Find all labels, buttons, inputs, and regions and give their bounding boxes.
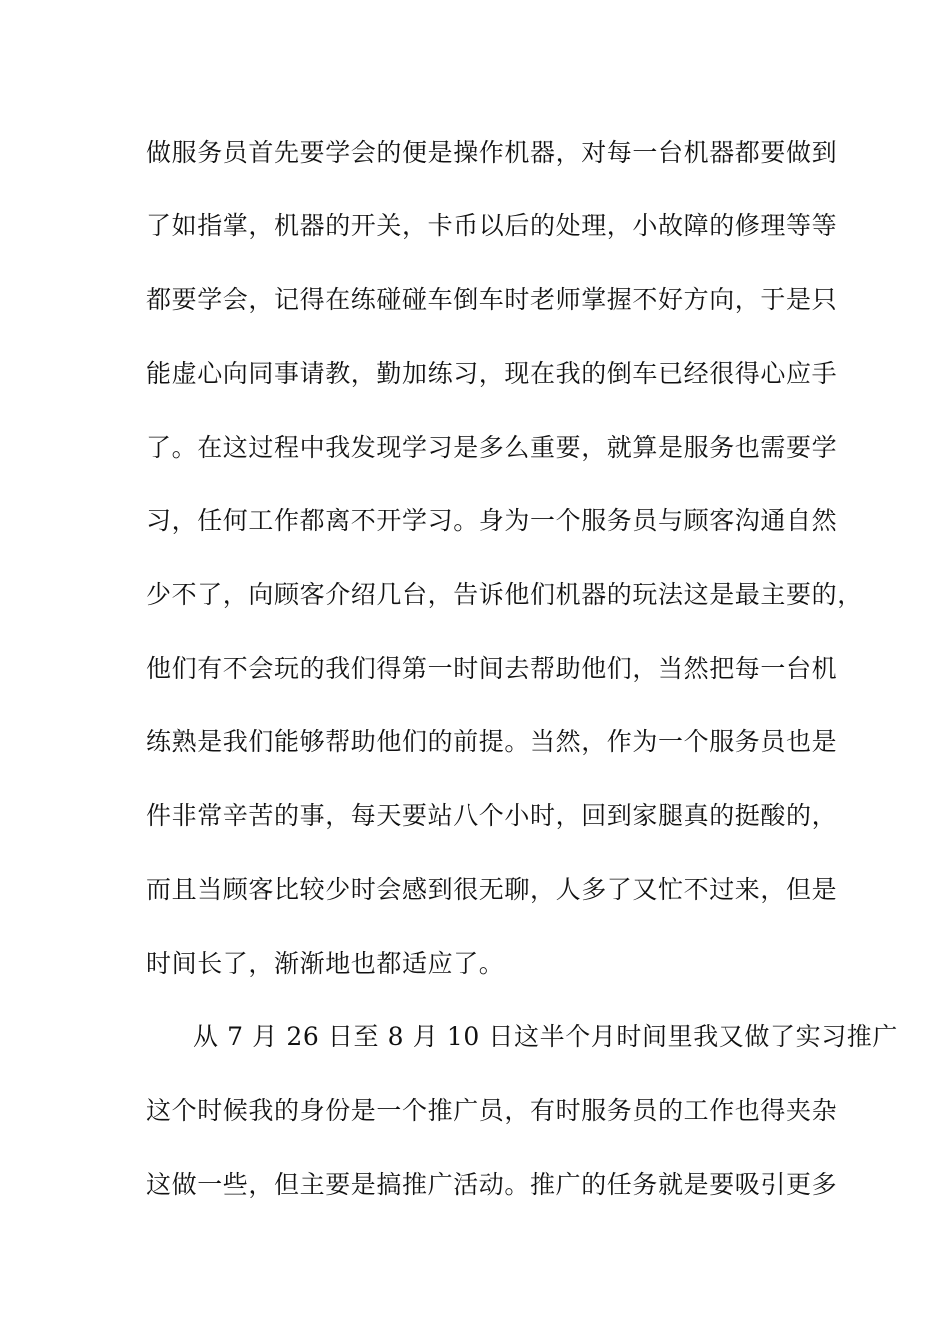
paragraph-line: 练熟是我们能够帮助他们的前提。当然，作为一个服务员也是 [146,727,838,756]
paragraph-line: 这做一些，但主要是搞推广活动。推广的任务就是要吸引更多 [146,1170,838,1199]
paragraph-line: 件非常辛苦的事，每天要站八个小时，回到家腿真的挺酸的， [146,801,838,830]
paragraph-line: 他们有不会玩的我们得第一时间去帮助他们，当然把每一台机 [146,654,838,683]
paragraph-line: 而且当顾客比较少时会感到很无聊，人多了又忙不过来，但是 [146,875,838,904]
paragraph-line: 时间长了，渐渐地也都适应了。 [146,949,505,978]
paragraph-line: 习，任何工作都离不开学习。身为一个服务员与顾客沟通自然 [146,506,838,535]
paragraph-line: 能虚心向同事请教，勤加练习，现在我的倒车已经很得心应手 [146,359,838,388]
paragraph-line: 都要学会，记得在练碰碰车倒车时老师掌握不好方向，于是只 [146,285,838,314]
paragraph-line: 少不了，向顾客介绍几台，告诉他们机器的玩法这是最主要的， [146,580,863,609]
paragraph-line: 做服务员首先要学会的便是操作机器，对每一台机器都要做到 [146,138,838,167]
paragraph-line: 这个时候我的身份是一个推广员，有时服务员的工作也得夹杂 [146,1096,838,1125]
paragraph-line: 了。在这过程中我发现学习是多么重要，就算是服务也需要学 [146,433,838,462]
paragraph-first-line: 从 7 月 26 日至 8 月 10 日这半个月时间里我又做了实习推广 [193,1022,899,1051]
paragraph-line: 了如指掌，机器的开关，卡币以后的处理，小故障的修理等等 [146,211,838,240]
